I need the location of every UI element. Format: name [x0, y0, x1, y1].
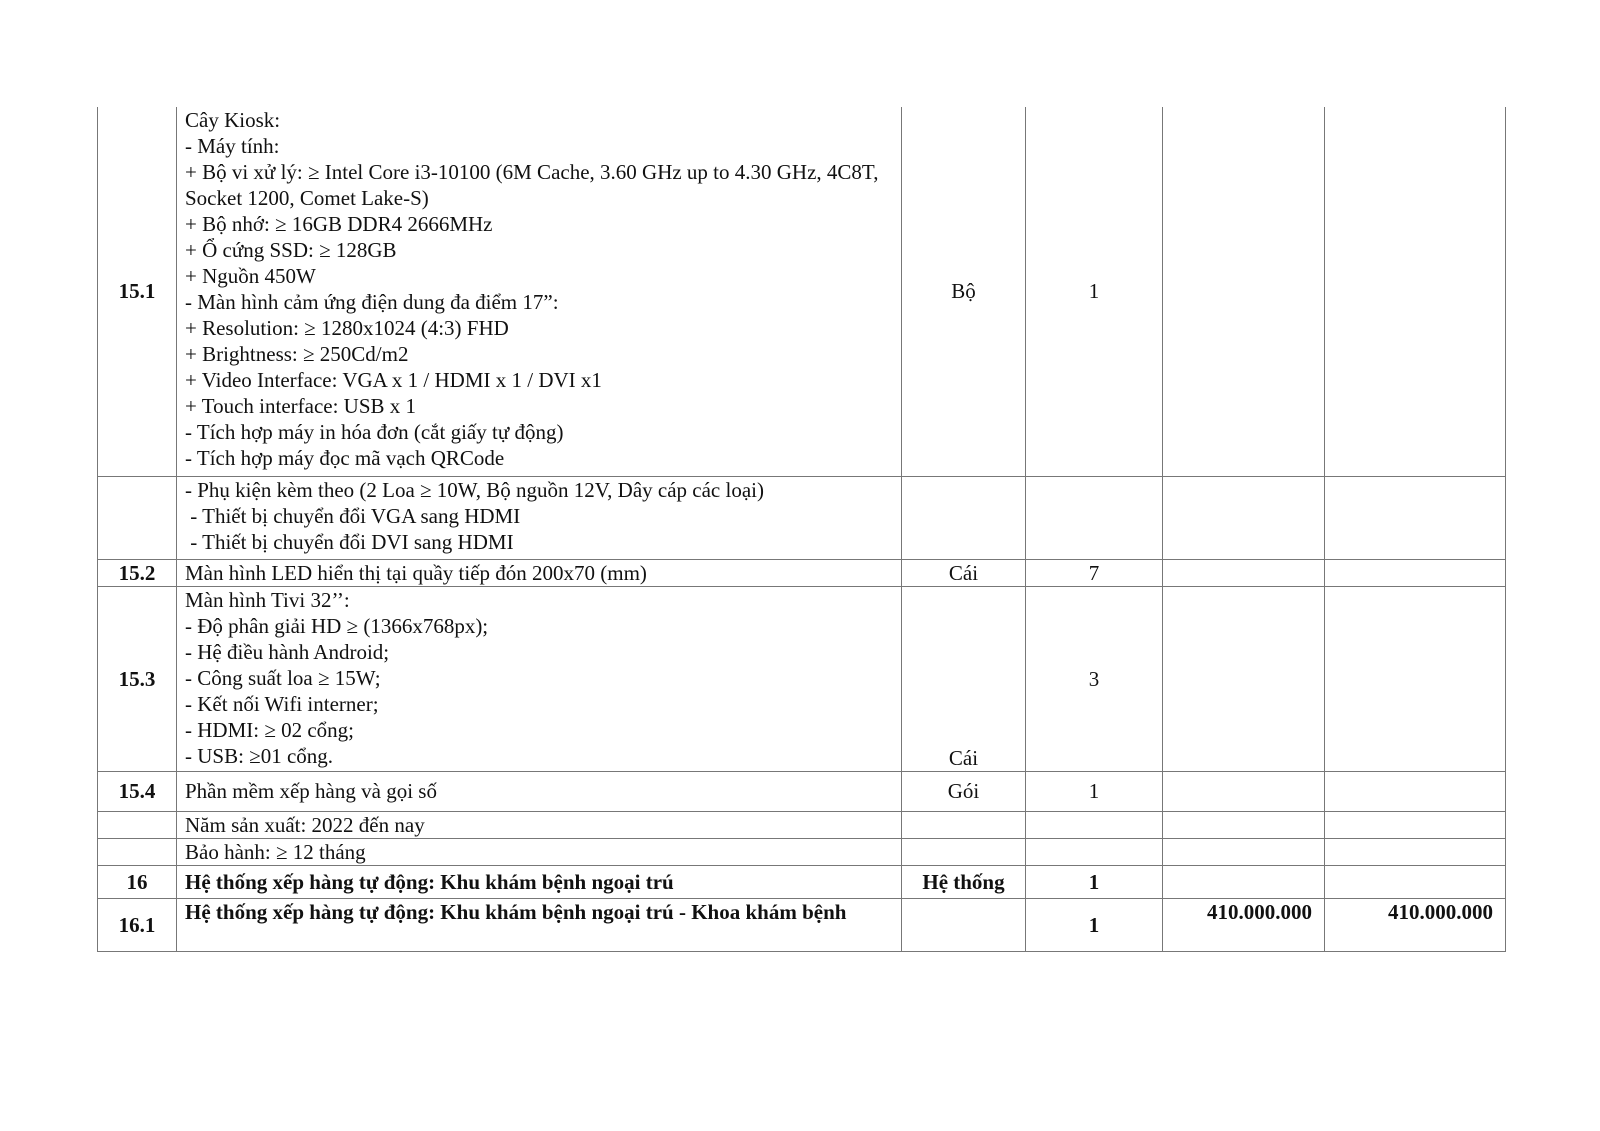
quantity-cell	[1026, 838, 1163, 865]
unit-cell	[902, 838, 1026, 865]
table-row-15-3	[98, 586, 1506, 771]
stt-cell: 15.2	[98, 559, 177, 586]
price-cell	[1163, 811, 1325, 838]
price-cell	[1163, 476, 1325, 559]
description-cell: Năm sản xuất: 2022 đến nay	[177, 811, 902, 838]
price-cell	[1163, 865, 1325, 898]
quantity-cell: 1	[1026, 107, 1163, 476]
stt-cell: 16.1	[98, 898, 177, 951]
price-cell	[1163, 107, 1325, 476]
unit-cell	[902, 476, 1026, 559]
quantity-cell	[1026, 476, 1163, 559]
description-cell: Màn hình Tivi 32’’: - Độ phân giải HD ≥ (1366x768px); - Hệ điều hành Android; - Công suất loa ≥ 15W; - Kết nối Wifi interner; - HDMI: ≥ 02 cổng; - USB: ≥01 cổng.	[177, 586, 902, 771]
unit-cell	[902, 898, 1026, 951]
total-cell	[1325, 838, 1506, 865]
price-cell	[1163, 838, 1325, 865]
unit-cell: Cái	[902, 586, 1026, 771]
total-cell	[1325, 586, 1506, 771]
total-cell	[1325, 865, 1506, 898]
stt-cell: 16	[98, 865, 177, 898]
table-row-15-1	[98, 107, 1506, 476]
quantity-cell: 1	[1026, 898, 1163, 951]
quantity-cell: 1	[1026, 771, 1163, 811]
stt-cell	[98, 476, 177, 559]
unit-cell	[902, 811, 1026, 838]
quantity-cell: 1	[1026, 865, 1163, 898]
quantity-cell	[1026, 811, 1163, 838]
price-cell	[1163, 586, 1325, 771]
table-row-warranty	[98, 838, 1506, 865]
equipment-table	[97, 107, 1506, 952]
quantity-cell: 7	[1026, 559, 1163, 586]
total-cell	[1325, 559, 1506, 586]
stt-cell	[98, 811, 177, 838]
total-cell	[1325, 811, 1506, 838]
total-cell	[1325, 107, 1506, 476]
total-cell	[1325, 476, 1506, 559]
description-cell: Hệ thống xếp hàng tự động: Khu khám bệnh ngoại trú - Khoa khám bệnh	[177, 898, 902, 951]
table-row-16-1	[98, 898, 1506, 951]
description-cell: - Phụ kiện kèm theo (2 Loa ≥ 10W, Bộ nguồn 12V, Dây cáp các loại) - Thiết bị chuyển đổi VGA sang HDMI - Thiết bị chuyển đổi DVI sang HDMI	[177, 476, 902, 559]
table-row-15-2	[98, 559, 1506, 586]
description-cell: Bảo hành: ≥ 12 tháng	[177, 838, 902, 865]
table-row-manufacture-year	[98, 811, 1506, 838]
quantity-cell: 3	[1026, 586, 1163, 771]
price-cell	[1163, 559, 1325, 586]
table-row-16	[98, 865, 1506, 898]
stt-cell	[98, 838, 177, 865]
table-row-15-4	[98, 771, 1506, 811]
total-cell	[1325, 771, 1506, 811]
unit-cell: Bộ	[902, 107, 1026, 476]
price-cell: 410.000.000	[1163, 898, 1325, 951]
description-cell: Phần mềm xếp hàng và gọi số	[177, 771, 902, 811]
stt-cell: 15.4	[98, 771, 177, 811]
total-cell: 410.000.000	[1325, 898, 1506, 951]
stt-cell: 15.1	[98, 107, 177, 476]
description-cell: Màn hình LED hiển thị tại quầy tiếp đón 200x70 (mm)	[177, 559, 902, 586]
stt-cell: 15.3	[98, 586, 177, 771]
unit-cell: Gói	[902, 771, 1026, 811]
table-row-15-1-accessories	[98, 476, 1506, 559]
unit-cell: Cái	[902, 559, 1026, 586]
description-cell: Hệ thống xếp hàng tự động: Khu khám bệnh ngoại trú	[177, 865, 902, 898]
unit-cell: Hệ thống	[902, 865, 1026, 898]
description-cell: Cây Kiosk: - Máy tính: + Bộ vi xử lý: ≥ Intel Core i3-10100 (6M Cache, 3.60 GHz up to 4.30 GHz, 4C8T, Socket 1200, Comet Lake-S) + Bộ nhớ: ≥ 16GB DDR4 2666MHz + Ổ cứng SSD: ≥ 128GB + Nguồn 450W - Màn hình cảm ứng điện dung đa điểm 17”: + Resolution: ≥ 1280x1024 (4:3) FHD + Brightness: ≥ 250Cd/m2 + Video Interface: VGA x 1 / HDMI x 1 / DVI x1 + Touch interface: USB x 1 - Tích hợp máy in hóa đơn (cắt giấy tự động) - Tích hợp máy đọc mã vạch QRCode	[177, 107, 902, 476]
price-cell	[1163, 771, 1325, 811]
